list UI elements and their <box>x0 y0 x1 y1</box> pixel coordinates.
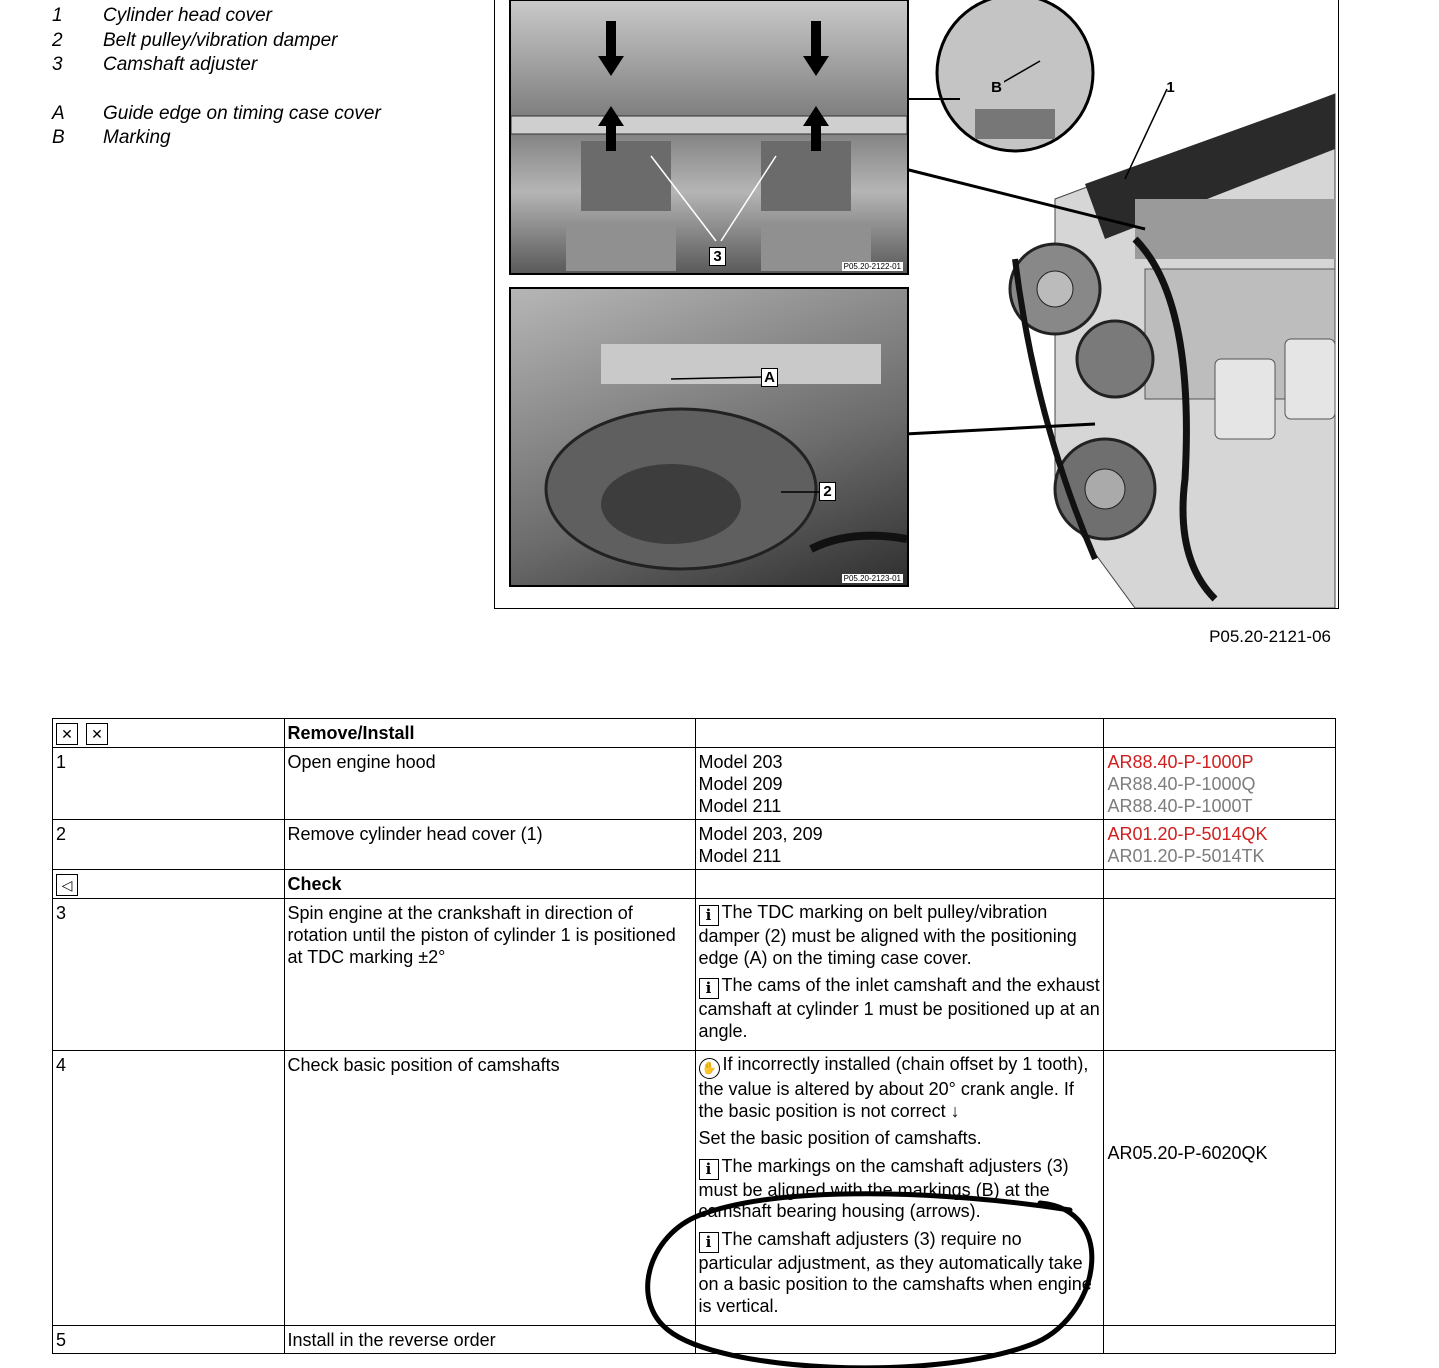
table-row: 5 Install in the reverse order <box>53 1326 1336 1354</box>
legend-item: 1 Cylinder head cover <box>52 5 272 26</box>
legend <box>52 4 381 151</box>
procedure-table <box>52 718 1336 1354</box>
info-note: i The TDC marking on belt pulley/vibration damper (2) must be aligned with the positioning edge (A) on the timing case cover. <box>698 902 1077 968</box>
hand-stop-icon: ✋ <box>699 1058 720 1079</box>
check-header-row <box>53 870 1336 899</box>
reference-link[interactable]: AR88.40-P-1000Q <box>1107 774 1256 794</box>
pulley-photo <box>509 287 909 587</box>
callout-2: 2 <box>819 482 836 501</box>
reference-link[interactable]: AR88.40-P-1000P <box>1107 752 1254 772</box>
camshaft-photo-drawing <box>511 1 907 273</box>
legend-item: 3 Camshaft adjuster <box>52 54 258 75</box>
callout-b: B <box>989 79 1004 96</box>
photo-id: P05.20-2122-01 <box>843 262 901 271</box>
reference-link[interactable]: AR01.20-P-5014QK <box>1107 824 1268 844</box>
warning-note: ✋ If incorrectly installed (chain offset by 1 tooth), the value is altered by about 20° crank angle. If the basic position is not correct ↓ <box>698 1054 1089 1121</box>
photo-id: P05.20-2123-01 <box>843 574 901 583</box>
legend-item: B Marking <box>52 127 171 148</box>
install-icon: ✕ <box>86 723 108 745</box>
legend-item: A Guide edge on timing case cover <box>52 102 381 124</box>
reference-link[interactable]: AR88.40-P-1000T <box>1107 796 1253 816</box>
info-icon: i <box>699 1232 719 1253</box>
info-icon: i <box>699 978 719 999</box>
callout-3: 3 <box>709 247 726 266</box>
info-icon: i <box>699 1159 719 1180</box>
check-title: Check <box>284 870 695 899</box>
info-note: i The cams of the inlet camshaft and the exhaust camshaft at cylinder 1 must be positioned up at an angle. <box>698 975 1100 1041</box>
table-row: 3 Spin engine at the crankshaft in direction of rotation until the piston of cylinder 1 is positioned at TDC marking ±2° i The TDC marking on belt pulley/vibration damper (2) must be aligned with the positioning edge (A) on the timing case cover. i The cams of the inlet camshaft and the exhaust camshaft at cylinder 1 must be positioned up at an angle. <box>53 899 1336 1051</box>
reference-link[interactable]: AR01.20-P-5014TK <box>1107 846 1265 866</box>
callout-a: A <box>761 368 778 387</box>
remove-install-symbols <box>53 719 285 748</box>
info-note: i The markings on the camshaft adjusters (3) must be aligned with the markings (B) at the camshaft bearing housing (arrows). <box>698 1155 1069 1221</box>
reference-link[interactable]: AR05.20-P-6020QK <box>1107 1143 1268 1163</box>
info-note: i The camshaft adjusters (3) require no particular adjustment, as they automatically take on a basic position to the camshafts when engine is vertical. <box>698 1228 1092 1316</box>
table-row: 4 Check basic position of camshafts ✋ If incorrectly installed (chain offset by 1 tooth), the value is altered by about 20° crank angle. If the basic position is not correct ↓ Set the basic position of camshafts. i The markings on the camshaft adjusters (3) must be aligned with the markings (B) at the camshaft bearing housing (arrows). i The camshaft adjusters (3) require no particular adjustment, as they automatically take on a basic position to the camshafts when engine is vertical. AR05.20-P-6020QK <box>53 1051 1336 1326</box>
table-row: 1 Open engine hood Model 203 Model 209 Model 211 AR88.40-P-1000P AR88.40-P-1000Q AR88.40-P-1000T <box>53 748 1336 820</box>
pulley-photo-drawing <box>511 289 907 585</box>
legend-item: 2 Belt pulley/vibration damper <box>52 29 338 51</box>
section-title: Remove/Install <box>284 719 695 748</box>
check-icon: ◁ <box>56 874 78 896</box>
set-basic-position: Set the basic position of camshafts. <box>698 1128 982 1148</box>
info-icon: i <box>699 905 719 926</box>
engine-figure <box>494 0 1339 609</box>
camshaft-photo <box>509 0 909 275</box>
table-header-row <box>53 719 1336 748</box>
table-row: 2 Remove cylinder head cover (1) Model 203, 209 Model 211 AR01.20-P-5014QK AR01.20-P-5014TK <box>53 820 1336 870</box>
callout-1: 1 <box>1166 79 1175 96</box>
figure-reference: P05.20-2121-06 <box>1209 627 1331 646</box>
remove-icon: ✕ <box>56 723 78 745</box>
